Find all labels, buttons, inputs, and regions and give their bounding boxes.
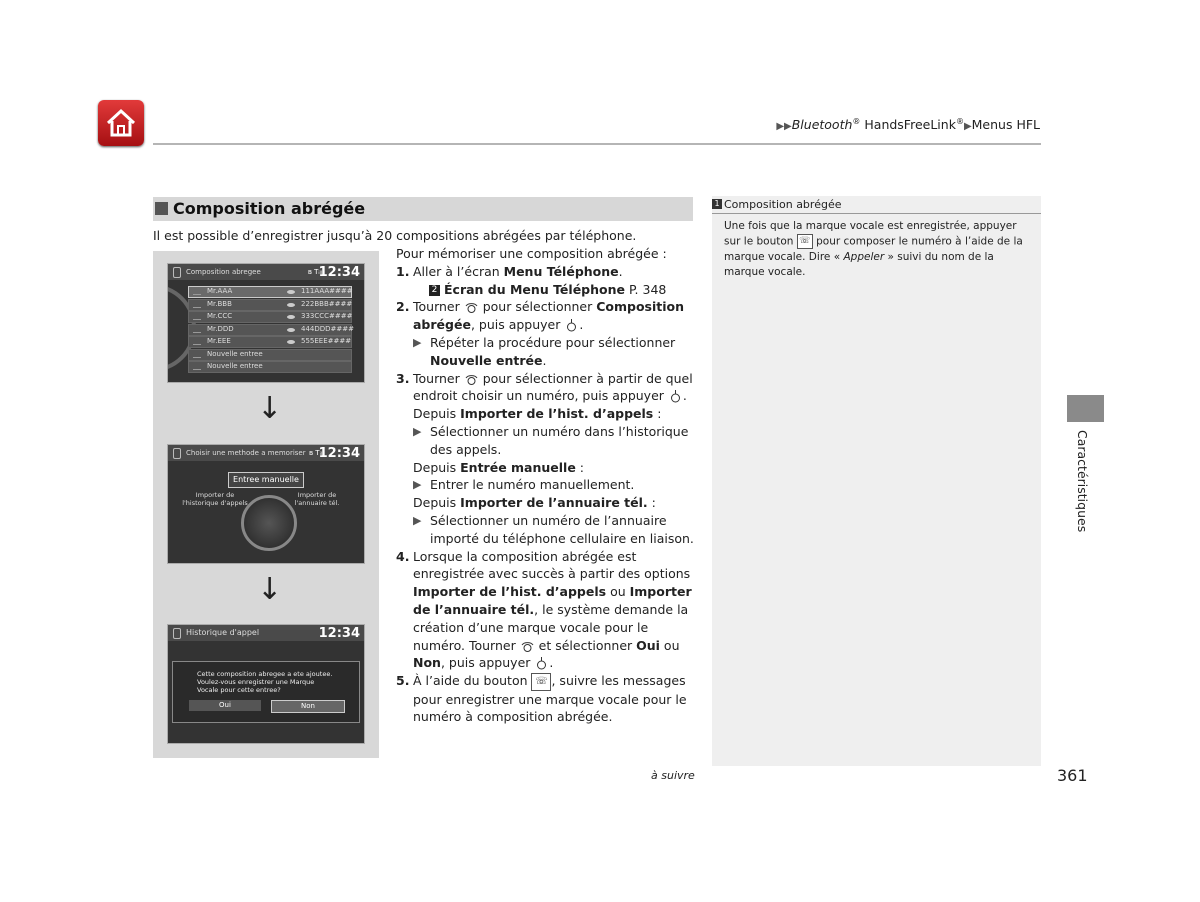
speed-dial-icon <box>193 289 201 295</box>
selector-knob-icon <box>464 301 479 314</box>
press-knob-icon <box>564 319 579 332</box>
phone-icon <box>173 628 181 639</box>
side-note-panel <box>712 196 1041 766</box>
signal-icon: ʙ Tᵢₗ <box>309 449 322 457</box>
chapter-tab[interactable] <box>1067 395 1104 422</box>
speed-dial-list-screen <box>167 263 365 383</box>
sub-step-arrow-icon: ▶ <box>413 513 422 527</box>
voice-tag-icon <box>287 315 295 319</box>
phone-icon <box>173 448 181 459</box>
step-2: 2. Tourner pour sélectionner Composition abrégée, puis appuyer . ▶ Répéter la procédure pour sélectionner Nouvelle entrée. <box>396 299 685 368</box>
talk-button-icon: ☏ <box>797 234 813 249</box>
continued-label: à suivre <box>651 769 695 782</box>
list-item[interactable]: Mr.BBB 222BBB#### <box>188 299 352 311</box>
procedure-lead: Pour mémoriser une composition abrégée : <box>396 246 667 261</box>
speed-dial-icon <box>193 302 201 308</box>
reference-icon: 2 <box>429 285 440 296</box>
side-note-heading: 1 Composition abrégée <box>712 196 1041 214</box>
speed-dial-icon <box>193 352 201 358</box>
breadcrumb[interactable]: ▶▶Bluetooth® HandsFreeLink®▶Menus HFL <box>776 117 1040 133</box>
import-history-option[interactable]: Importer de l'historique d'appels <box>182 491 248 507</box>
list-item[interactable]: Mr.DDD 444DDD#### <box>188 324 352 336</box>
intro-text: Il est possible d’enregistrer jusqu’à 20 compositions abrégées par téléphone. <box>153 228 637 243</box>
speed-dial-icon <box>193 364 201 370</box>
breadcrumb-arrow-icon: ▶▶ <box>776 121 792 133</box>
chapter-tab-label: Caractéristiques <box>1075 430 1090 533</box>
manual-entry-option[interactable]: Entree manuelle <box>228 472 304 488</box>
speed-dial-icon <box>193 314 201 320</box>
dialog-message: Cette composition abregee a ete ajoutee. Voulez-vous enregistrer une Marque Vocale pour cette entree? <box>197 670 333 694</box>
signal-icon: ʙ Tᵢₗₗ <box>307 268 322 276</box>
speed-dial-icon <box>193 327 201 333</box>
home-button[interactable] <box>98 100 144 146</box>
selector-knob-icon <box>520 640 535 653</box>
down-arrow-icon: ↓ <box>257 572 283 607</box>
step-5: 5. À l’aide du bouton ☏ , suivre les messages pour enregistrer une marque vocale pour le numéro à composition abrégée. <box>396 673 687 725</box>
voice-tag-icon <box>287 328 295 332</box>
no-button[interactable]: Non <box>271 700 345 713</box>
voice-tag-prompt-screen <box>167 624 365 744</box>
section-heading: Composition abrégée <box>153 197 693 221</box>
screen-status-bar: Historique d'appel 12:34 <box>168 625 364 641</box>
method-select-screen <box>167 444 365 564</box>
procedure <box>396 245 696 726</box>
screenshot-panel <box>153 251 379 758</box>
list-item[interactable]: Nouvelle entree <box>188 349 352 361</box>
selector-knob-icon <box>464 373 479 386</box>
screen-status-bar: Composition abregee ʙ Tᵢₗₗ 12:34 <box>168 264 364 280</box>
step-4: 4. Lorsque la composition abrégée est enregistrée avec succès à partir des options Importer de l’hist. d’appels ou Importer de l’annuaire tél., le système demande la création d’une marque vocale pour le numéro. Tourner et sélectionner Oui ou Non, puis appuyer . <box>396 548 692 671</box>
list-item[interactable]: Mr.CCC 333CCC#### <box>188 311 352 323</box>
page-reference[interactable]: 2 Écran du Menu Téléphone P. 348 <box>413 281 696 299</box>
page-number: 361 <box>1057 766 1088 785</box>
phone-icon <box>173 267 181 278</box>
header-rule <box>153 143 1041 145</box>
step-3: 3. Tourner pour sélectionner à partir de quel endroit choisir un numéro, puis appuyer . Depuis Importer de l’hist. d’appels : ▶ Sélectionner un numéro dans l’historique des appels. Depuis Entrée manuelle : ▶ Entrer le numéro manuellement. Depuis Importer de l’annuaire tél. : ▶ Sélectionner un numéro de l’annuaire importé du téléphone cellulaire en liaison. <box>396 370 694 546</box>
breadcrumb-arrow-icon: ▶ <box>963 121 972 133</box>
note-tag-icon: 1 <box>712 199 722 209</box>
sub-step-arrow-icon: ▶ <box>413 335 422 349</box>
yes-button[interactable]: Oui <box>189 700 261 711</box>
import-phonebook-option[interactable]: Importer de l'annuaire tél. <box>294 491 340 507</box>
press-knob-icon <box>668 390 683 403</box>
sub-step-arrow-icon: ▶ <box>413 478 422 492</box>
voice-tag-icon <box>287 290 295 294</box>
voice-tag-icon <box>287 340 295 344</box>
speed-dial-icon <box>193 339 201 345</box>
voice-tag-icon <box>287 303 295 307</box>
home-icon <box>104 106 138 140</box>
down-arrow-icon: ↓ <box>257 391 283 426</box>
section-marker-icon <box>155 202 168 215</box>
side-note-text: Une fois que la marque vocale est enregistrée, appuyer sur le bouton ☏ pour composer le numéro à l’aide de la marque vocale. Dire « Appeler » suivi du nom de la marque vocale. <box>724 220 1023 279</box>
sub-step-arrow-icon: ▶ <box>413 424 422 438</box>
list-item[interactable]: Nouvelle entree <box>188 361 352 373</box>
list-item[interactable]: Mr.AAA 111AAA#### <box>188 286 352 298</box>
step-1: 1. Aller à l’écran Menu Téléphone. 2 Écran du Menu Téléphone P. 348 <box>396 263 696 299</box>
talk-button-icon: ☏ <box>531 673 551 691</box>
press-knob-icon <box>534 657 549 670</box>
screen-status-bar: Choisir une methode a memoriser ʙ Tᵢₗ 12:34 <box>168 445 364 461</box>
list-item[interactable]: Mr.EEE 555EEE#### <box>188 336 352 348</box>
dialog-box <box>172 661 360 723</box>
